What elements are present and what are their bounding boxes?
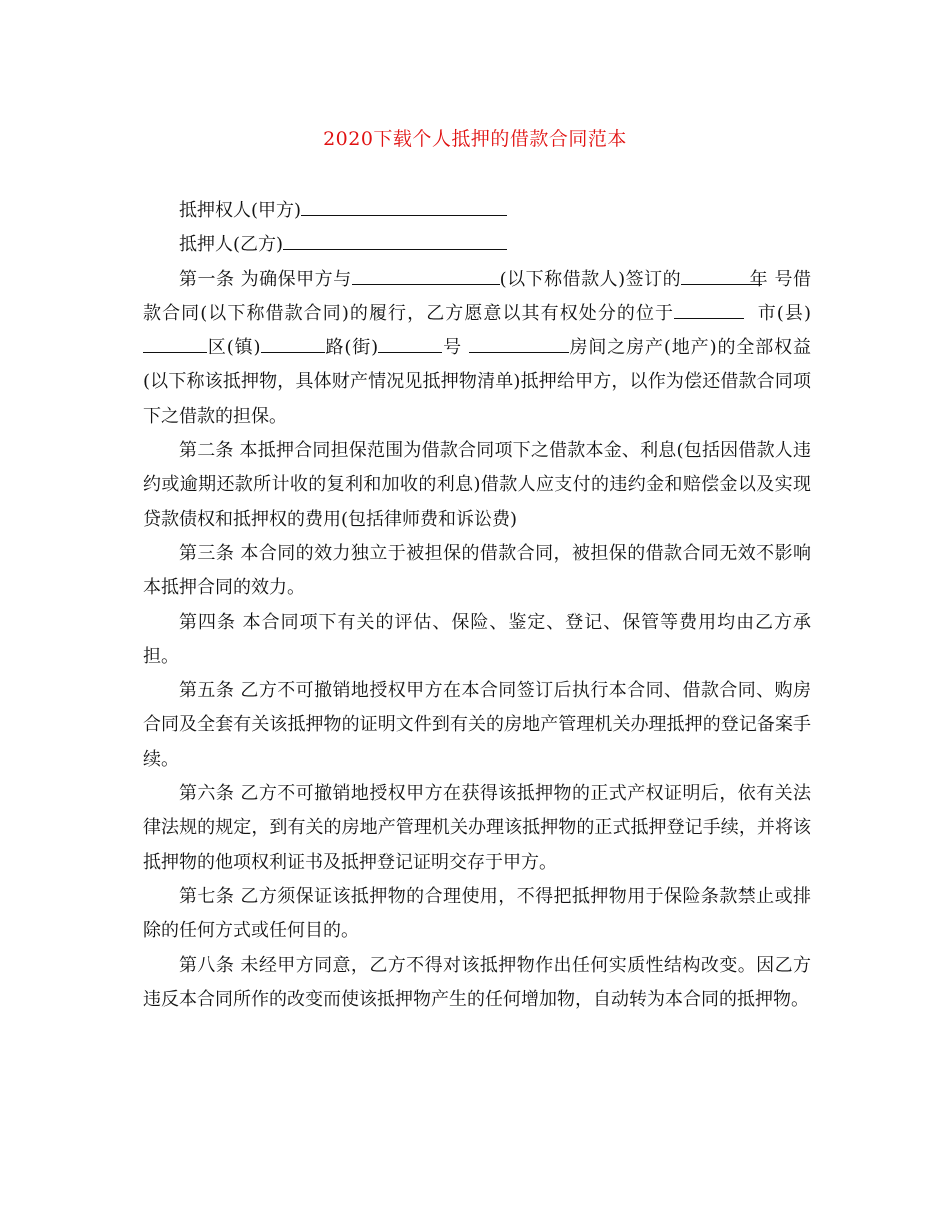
road-blank — [261, 333, 325, 353]
mortgagee-line — [143, 194, 811, 228]
article-1-text-8: 号 — [442, 337, 462, 359]
mortgagee-blank — [301, 196, 507, 216]
article-1-text-1: 第一条 为确保甲方与 — [179, 268, 352, 290]
number-blank — [378, 333, 442, 353]
article-2: 第二条 本抵押合同担保范围为借款合同项下之借款本金、利息(包括因借款人违约或逾期还款所计收的复利和加收的利息)借款人应支付的违约金和赔偿金以及实现贷款债权和抵押权的费用(包括律师费和诉讼费) — [143, 440, 811, 530]
article-1-text-7: 路(街) — [324, 337, 379, 359]
contract-no-blank — [732, 265, 762, 285]
mortgagee-label: 抵押权人(甲方) — [179, 200, 302, 221]
article-1 — [143, 263, 811, 434]
article-4: 第四条 本合同项下有关的评估、保险、鉴定、登记、保管等费用均由乙方承担。 — [143, 611, 811, 667]
article-1-text-5: 市(县) — [757, 302, 811, 324]
article-1-text-6: 区(镇) — [207, 337, 261, 359]
article-7: 第七条 乙方须保证该抵押物的合理使用，不得把抵押物用于保险条款禁止或排除的任何方式或任何目的。 — [143, 885, 811, 942]
article-1-text-2: (以下称借款人)签订的 — [499, 268, 682, 290]
mortgagor-label: 抵押人(乙方) — [179, 234, 284, 256]
room-blank — [469, 333, 569, 353]
article-3: 第三条 本合同的效力独立于被担保的借款合同，被担保的借款合同无效不影响本抵押合同的效力。 — [143, 542, 811, 599]
article-8: 第八条 未经甲方同意，乙方不得对该抵押物作出任何实质性结构改变。因乙方违反本合同所作的改变而使该抵押物产生的任何增加物，自动转为本合同的抵押物。 — [143, 954, 811, 1010]
article-5: 第五条 乙方不可撤销地授权甲方在本合同签订后执行本合同、借款合同、购房合同及全套有关该抵押物的证明文件到有关的房地产管理机关办理抵押的登记备案手续。 — [143, 680, 811, 770]
city-blank — [674, 299, 744, 319]
district-blank — [143, 333, 207, 353]
borrower-blank — [352, 265, 500, 285]
article-1-text-3: 年 — [749, 268, 769, 290]
article-6: 第六条 乙方不可撤销地授权甲方在获得该抵押物的正式产权证明后，依有关法律法规的规定，到有关的房地产管理机关办理该抵押物的正式抵押登记手续，并将该抵押物的他项权利证书及抵押登记证明交存于甲方。 — [143, 783, 811, 873]
mortgagor-line — [143, 228, 811, 262]
mortgagor-blank — [283, 230, 507, 250]
article-1-text-4: 号借款合同(以下称借款合同)的履行，乙方愿意以其有权处分的位于 — [143, 268, 812, 324]
document-body — [143, 194, 811, 1017]
document-title: 2020下载个人抵押的借款合同范本 — [323, 128, 627, 150]
article-1-text-9: 房间之房产(地产)的全部权益(以下称该抵押物，具体财产情况见抵押物清单)抵押给甲方，以作为偿还借款合同项下之借款的担保。 — [143, 337, 812, 427]
